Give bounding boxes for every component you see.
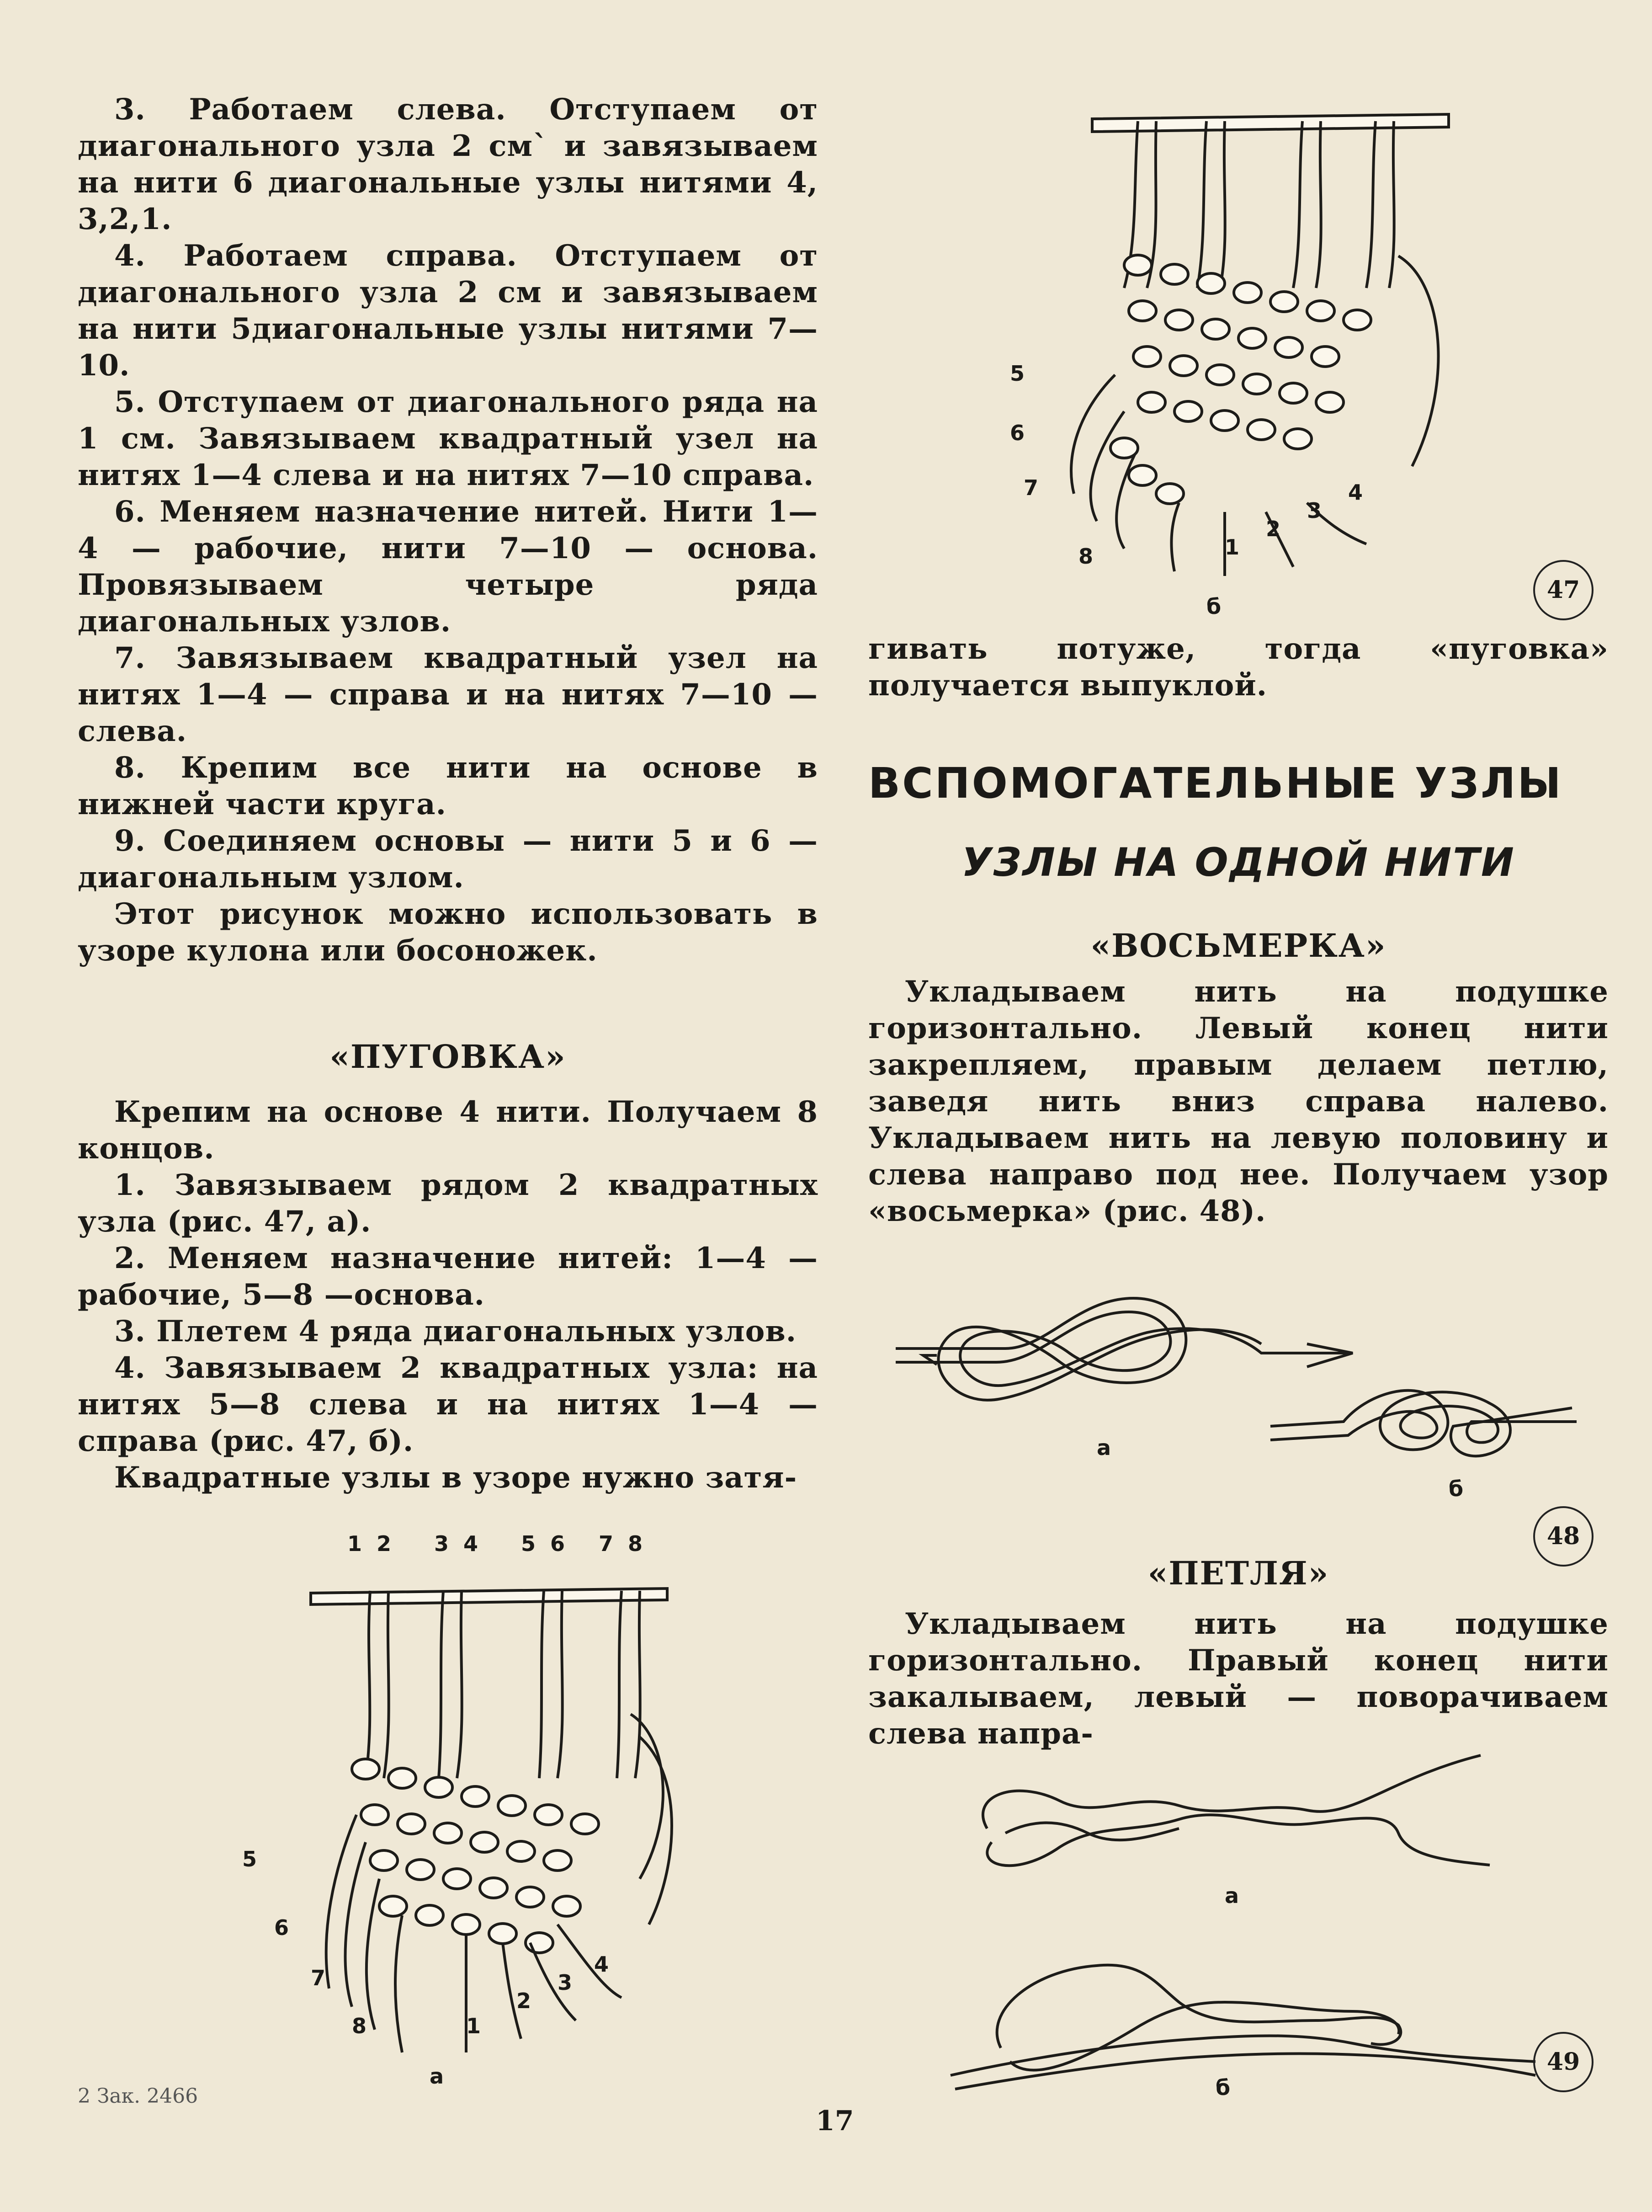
printing-order-note: 2 Зак. 2466 — [78, 2084, 198, 2108]
figure-49a-caption: а — [1225, 1883, 1239, 1908]
thread-label-5: 5 — [1010, 361, 1025, 386]
thread-label-1: 1 — [1225, 535, 1240, 560]
figure-47b-caption: б — [1206, 594, 1222, 619]
petlya-heading: «ПЕТЛЯ» — [1147, 1554, 1329, 1592]
figure-49 — [941, 1728, 1581, 2103]
right-column — [868, 631, 1609, 1230]
thread-numbers-1-2: 1 2 — [347, 1531, 395, 1556]
thread-label-5: 5 — [242, 1847, 257, 1871]
figure-47a — [228, 1522, 731, 2112]
pugovka-step-1: 1. Завязываем рядом 2 квадратных узла (рис. 47, а). — [78, 1168, 818, 1239]
thread-label-7: 7 — [311, 1966, 326, 1990]
pugovka-step-4: 4. Завязываем 2 квадратных узла: на нитях 5—8 слева и на нитях 1—4 — справа (рис. 47, б). — [78, 1351, 818, 1458]
figure-47-number: 47 — [1533, 560, 1594, 620]
thread-label-6: 6 — [274, 1915, 289, 1940]
figure-47b — [987, 91, 1613, 626]
thread-label-6: 6 — [1010, 421, 1025, 445]
thread-numbers-7-8: 7 8 — [599, 1531, 647, 1556]
figure-48 — [887, 1271, 1618, 1536]
figure-49-number: 49 — [1533, 2032, 1594, 2092]
figure-47a-caption: а — [430, 2064, 444, 2089]
vosmerka-heading: «ВОСЬМЕРКА» — [1090, 927, 1386, 965]
step-7: 7. Завязываем квадратный узел на нитях 1—4 — справа и на нитях 7—10 — слева. — [78, 641, 818, 748]
thread-numbers-5-6: 5 6 — [521, 1531, 569, 1556]
thread-label-2: 2 — [1266, 517, 1281, 541]
loop-knot-drawing — [941, 1728, 1581, 2103]
thread-label-7: 7 — [1024, 475, 1039, 500]
petlya-text: Укладываем нить на подушке горизонтально. Правый конец нити закалываем, левый — поворачиваем слева напра- — [868, 1607, 1609, 1751]
page-number: 17 — [816, 2105, 854, 2137]
figure-48a-caption: а — [1097, 1435, 1111, 1460]
vosmerka-text: Укладываем нить на подушке горизонтально. Левый конец нити закрепляем, правым делаем петлю, заведя нить вниз справа налево. Укладываем нить на левую половину и слева направо под нее. Получаем узор «восьмерка» (рис. 48). — [868, 975, 1609, 1228]
thread-label-2: 2 — [516, 1988, 531, 2013]
pugovka-intro: Крепим на основе 4 нити. Получаем 8 концов. — [78, 1095, 818, 1166]
figure-eight-knot-drawing — [887, 1271, 1618, 1536]
pugovka-heading: «ПУГОВКА» — [329, 1038, 566, 1076]
step-5: 5. Отступаем от диагонального ряда на 1 см. Завязываем квадратный узел на нитях 1—4 слева и на нитях 7—10 справа. — [78, 385, 818, 492]
thread-label-3: 3 — [1307, 498, 1322, 523]
step-4-right: 4. Работаем справа. Отступаем от диагонального узла 2 см и завязываем на нити 5диагональные узлы нитями 7—10. — [78, 239, 818, 383]
pugovka-continuation: гивать потуже, тогда «пуговка» получается выпуклой. — [868, 632, 1609, 703]
figure-48b-caption: б — [1449, 1476, 1464, 1501]
pugovka-step-3: 3. Плетем 4 ряда диагональных узлов. — [114, 1314, 797, 1349]
thread-numbers-3-4: 3 4 — [434, 1531, 482, 1556]
thread-label-8: 8 — [1078, 544, 1094, 569]
section-heading: ВСПОМОГАТЕЛЬНЫЕ УЗЛЫ — [868, 759, 1563, 808]
thread-label-4: 4 — [594, 1952, 609, 1977]
subsection-heading: УЗЛЫ НА ОДНОЙ НИТИ — [961, 840, 1515, 885]
usage-note: Этот рисунок можно использовать в узоре кулона или босоножек. — [78, 897, 818, 968]
figure-49b-caption: б — [1216, 2075, 1231, 2100]
left-column — [78, 91, 818, 1496]
pugovka-step-2: 2. Меняем назначение нитей: 1—4 — рабочие, 5—8 —основа. — [78, 1241, 818, 1312]
thread-label-4: 4 — [1348, 480, 1363, 505]
step-6: 6. Меняем назначение нитей. Нити 1—4 — рабочие, нити 7—10 — основа. Провязываем четыре ряда диагональных узлов. — [78, 495, 818, 639]
figure-48-number: 48 — [1533, 1506, 1594, 1567]
step-3-left: 3. Работаем слева. Отступаем от диагонального узла 2 см` и завязываем на нити 6 диагональные узлы нитями 4, 3,2,1. — [78, 92, 818, 236]
petlya-block — [868, 1554, 1609, 1752]
thread-label-1: 1 — [466, 2014, 481, 2038]
pugovka-note: Квадратные узлы в узоре нужно затя- — [114, 1460, 797, 1495]
step-8: 8. Крепим все нити на основе в нижней части круга. — [78, 751, 818, 821]
step-9: 9. Соединяем основы — нити 5 и 6 — диагональным узлом. — [78, 824, 818, 895]
thread-label-8: 8 — [352, 2014, 367, 2038]
thread-label-3: 3 — [558, 1970, 573, 1995]
